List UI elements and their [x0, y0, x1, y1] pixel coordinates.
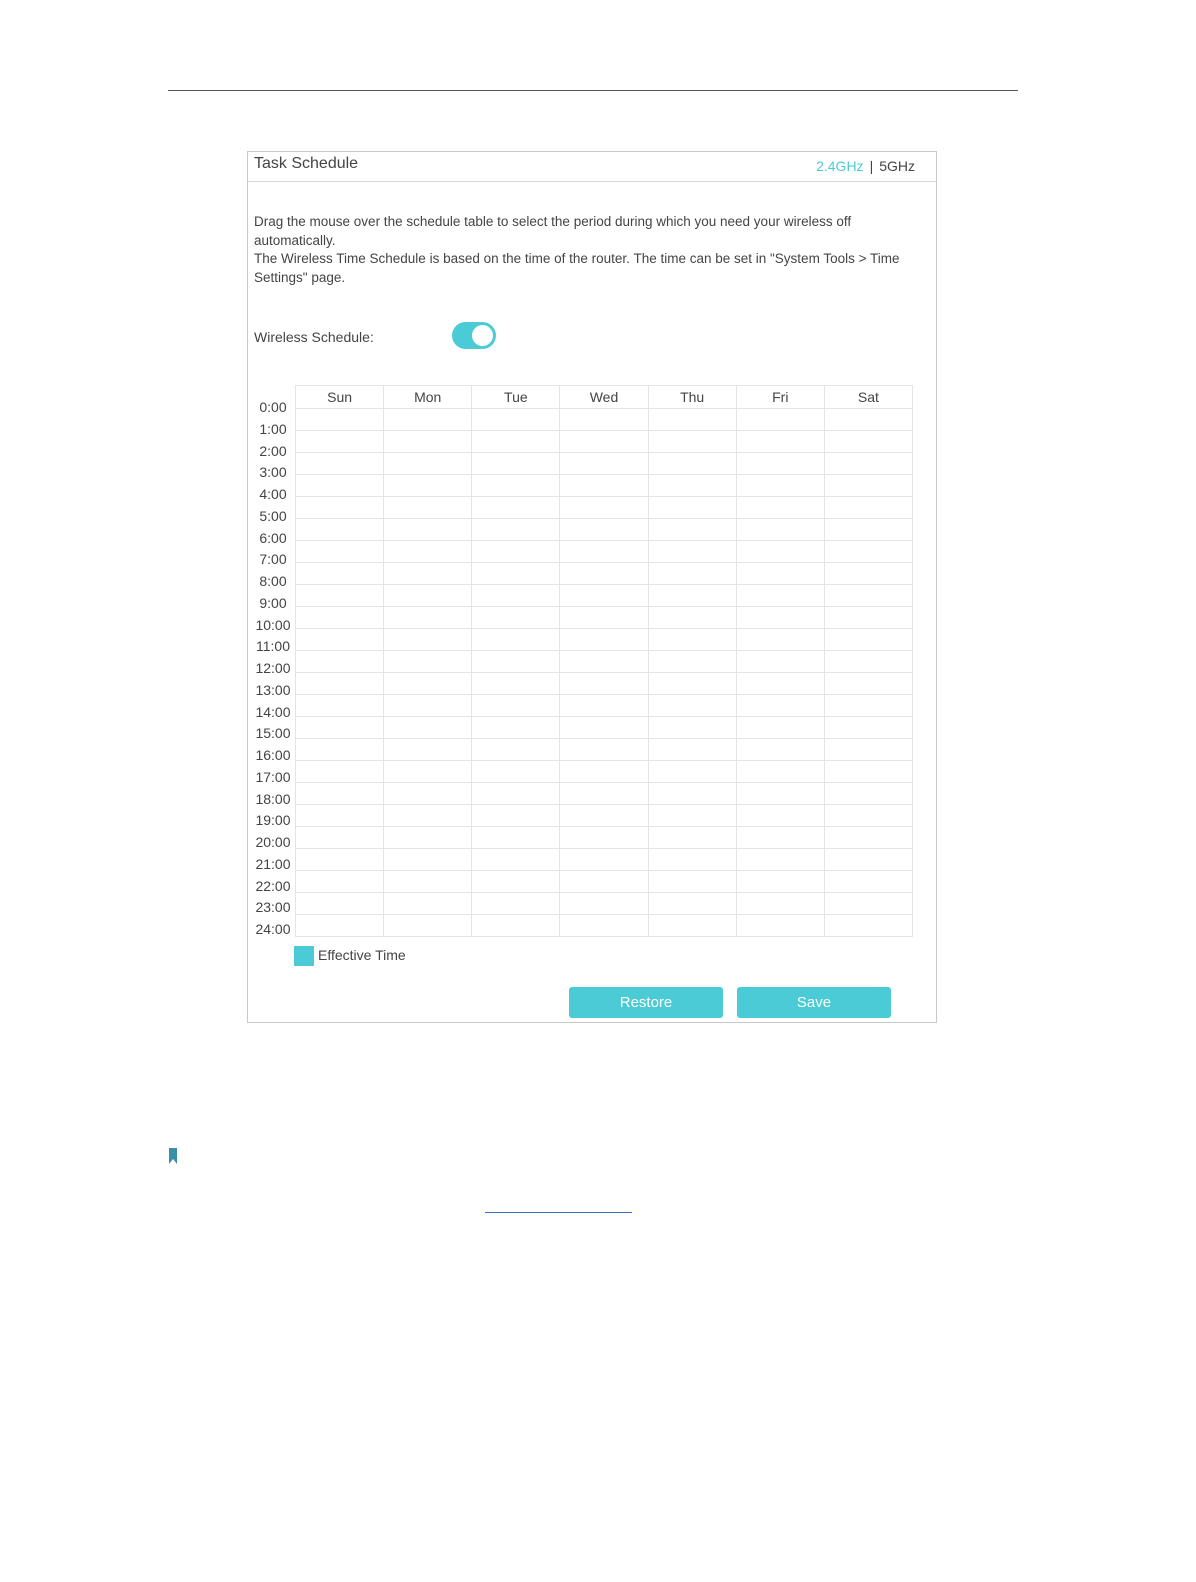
schedule-cell[interactable]: [472, 915, 560, 937]
schedule-cell[interactable]: [384, 409, 472, 431]
schedule-row: [296, 717, 913, 739]
schedule-cell[interactable]: [296, 915, 384, 937]
band-5ghz-tab[interactable]: 5GHz: [879, 158, 915, 174]
schedule-row: [296, 519, 913, 541]
schedule-cell[interactable]: [560, 607, 648, 629]
schedule-cell[interactable]: [296, 695, 384, 717]
day-header-thu: Thu: [648, 386, 736, 409]
schedule-cell[interactable]: [384, 475, 472, 497]
schedule-cell[interactable]: [736, 849, 824, 871]
schedule-cell[interactable]: [296, 783, 384, 805]
schedule-cell[interactable]: [648, 805, 736, 827]
hour-label: 13:00: [255, 681, 291, 698]
hour-label: 22:00: [255, 877, 291, 894]
schedule-cell[interactable]: [384, 563, 472, 585]
schedule-cell[interactable]: [648, 673, 736, 695]
schedule-cell[interactable]: [824, 563, 912, 585]
hour-label: 6:00: [259, 529, 287, 546]
schedule-cell[interactable]: [824, 651, 912, 673]
schedule-row: [296, 673, 913, 695]
hour-label: 8:00: [259, 573, 287, 589]
schedule-cell[interactable]: [648, 827, 736, 849]
schedule-cell[interactable]: [736, 739, 824, 761]
schedule-row: [296, 871, 913, 893]
schedule-cell[interactable]: [296, 629, 384, 651]
schedule-cell[interactable]: [560, 695, 648, 717]
schedule-cell[interactable]: [296, 475, 384, 497]
schedule-cell[interactable]: [560, 541, 648, 563]
schedule-cell[interactable]: [560, 651, 648, 673]
schedule-cell[interactable]: [648, 849, 736, 871]
schedule-cell[interactable]: [736, 761, 824, 783]
schedule-cell[interactable]: [384, 585, 472, 607]
hour-label: 16:00: [255, 747, 291, 763]
schedule-cell[interactable]: [824, 805, 912, 827]
schedule-row: [296, 607, 913, 629]
schedule-cell[interactable]: [296, 563, 384, 585]
schedule-cell[interactable]: [824, 673, 912, 695]
schedule-cell[interactable]: [824, 409, 912, 431]
schedule-cell[interactable]: [824, 717, 912, 739]
schedule-cell[interactable]: [472, 695, 560, 717]
schedule-cell[interactable]: [824, 475, 912, 497]
schedule-row: [296, 739, 913, 761]
schedule-row: [296, 827, 913, 849]
wireless-schedule-label: Wireless Schedule:: [254, 329, 374, 345]
schedule-row: [296, 431, 913, 453]
schedule-cell[interactable]: [736, 563, 824, 585]
schedule-cell[interactable]: [384, 739, 472, 761]
hour-label: 23:00: [255, 899, 291, 916]
schedule-cell[interactable]: [736, 607, 824, 629]
schedule-cell[interactable]: [736, 871, 824, 893]
schedule-cell[interactable]: [736, 629, 824, 651]
hour-label: 15:00: [255, 725, 291, 742]
schedule-cell[interactable]: [824, 585, 912, 607]
day-header-fri: Fri: [736, 386, 824, 409]
schedule-cell[interactable]: [824, 519, 912, 541]
schedule-cell[interactable]: [560, 915, 648, 937]
schedule-cell[interactable]: [384, 849, 472, 871]
schedule-cell[interactable]: [736, 783, 824, 805]
day-header-mon: Mon: [384, 386, 472, 409]
description-line-1: Drag the mouse over the schedule table to select the period during which you need your wireless off automatically.: [254, 214, 852, 248]
schedule-cell[interactable]: [648, 431, 736, 453]
schedule-row: [296, 409, 913, 431]
schedule-cell[interactable]: [560, 827, 648, 849]
schedule-cell[interactable]: [296, 673, 384, 695]
schedule-cell[interactable]: [472, 805, 560, 827]
schedule-grid: [295, 385, 913, 937]
schedule-row: [296, 629, 913, 651]
schedule-cell[interactable]: [296, 827, 384, 849]
schedule-cell[interactable]: [384, 783, 472, 805]
schedule-cell[interactable]: [472, 563, 560, 585]
schedule-cell[interactable]: [472, 431, 560, 453]
band-24ghz-tab[interactable]: 2.4GHz: [816, 158, 864, 174]
restore-button[interactable]: Restore: [569, 987, 723, 1018]
schedule-cell[interactable]: [648, 563, 736, 585]
schedule-cell[interactable]: [472, 893, 560, 915]
schedule-cell[interactable]: [560, 519, 648, 541]
schedule-cell[interactable]: [384, 871, 472, 893]
schedule-cell[interactable]: [472, 651, 560, 673]
schedule-cell[interactable]: [472, 783, 560, 805]
schedule-cell[interactable]: [472, 673, 560, 695]
schedule-cell[interactable]: [824, 541, 912, 563]
schedule-cell[interactable]: [472, 827, 560, 849]
bookmark-icon: [168, 1148, 178, 1164]
task-schedule-panel: [247, 151, 937, 1023]
schedule-cell[interactable]: [736, 827, 824, 849]
schedule-cell[interactable]: [824, 453, 912, 475]
schedule-cell[interactable]: [296, 585, 384, 607]
schedule-cell[interactable]: [472, 475, 560, 497]
schedule-cell[interactable]: [296, 519, 384, 541]
hour-label: 1:00: [259, 420, 287, 437]
schedule-cell[interactable]: [384, 805, 472, 827]
save-button[interactable]: Save: [737, 987, 891, 1018]
schedule-cell[interactable]: [736, 475, 824, 497]
schedule-cell[interactable]: [648, 541, 736, 563]
hour-label: 19:00: [255, 812, 291, 829]
hour-label: 21:00: [255, 855, 291, 872]
schedule-cell[interactable]: [824, 783, 912, 805]
schedule-row: [296, 915, 913, 937]
day-header-sun: Sun: [296, 386, 384, 409]
schedule-row: [296, 497, 913, 519]
schedule-cell[interactable]: [296, 893, 384, 915]
schedule-cell[interactable]: [472, 607, 560, 629]
schedule-cell[interactable]: [824, 761, 912, 783]
schedule-cell[interactable]: [736, 497, 824, 519]
schedule-row: [296, 805, 913, 827]
description-line-2: The Wireless Time Schedule is based on the time of the router. The time can be set in "System Tools > Time Settings" page.: [254, 251, 900, 285]
schedule-cell[interactable]: [560, 629, 648, 651]
schedule-cell[interactable]: [824, 849, 912, 871]
schedule-cell[interactable]: [384, 893, 472, 915]
schedule-cell[interactable]: [384, 453, 472, 475]
schedule-grid-body: [296, 409, 913, 937]
schedule-cell[interactable]: [472, 453, 560, 475]
schedule-cell[interactable]: [648, 761, 736, 783]
schedule-cell[interactable]: [296, 453, 384, 475]
schedule-cell[interactable]: [296, 849, 384, 871]
schedule-cell[interactable]: [560, 453, 648, 475]
day-header-wed: Wed: [560, 386, 648, 409]
schedule-cell[interactable]: [296, 431, 384, 453]
schedule-cell[interactable]: [736, 453, 824, 475]
schedule-cell[interactable]: [736, 915, 824, 937]
schedule-cell[interactable]: [824, 893, 912, 915]
schedule-cell[interactable]: [472, 585, 560, 607]
schedule-row: [296, 893, 913, 915]
schedule-cell[interactable]: [824, 629, 912, 651]
schedule-cell[interactable]: [824, 871, 912, 893]
schedule-row: [296, 783, 913, 805]
hour-label: 4:00: [259, 486, 287, 502]
schedule-cell[interactable]: [736, 673, 824, 695]
schedule-cell[interactable]: [736, 893, 824, 915]
schedule-cell[interactable]: [648, 871, 736, 893]
schedule-cell[interactable]: [736, 651, 824, 673]
hour-label: 7:00: [259, 551, 287, 568]
schedule-cell[interactable]: [560, 805, 648, 827]
schedule-cell[interactable]: [648, 739, 736, 761]
schedule-row: [296, 475, 913, 497]
hour-label: 17:00: [255, 768, 291, 785]
schedule-cell[interactable]: [296, 607, 384, 629]
schedule-cell[interactable]: [648, 717, 736, 739]
schedule-cell[interactable]: [560, 739, 648, 761]
toggle-knob: [472, 325, 493, 346]
schedule-cell[interactable]: [648, 893, 736, 915]
schedule-cell[interactable]: [384, 651, 472, 673]
schedule-cell[interactable]: [296, 497, 384, 519]
schedule-cell[interactable]: [560, 563, 648, 585]
schedule-cell[interactable]: [560, 871, 648, 893]
schedule-cell[interactable]: [824, 915, 912, 937]
hour-label: 9:00: [259, 594, 287, 611]
panel-header: [248, 152, 936, 182]
schedule-row: [296, 695, 913, 717]
schedule-cell[interactable]: [736, 585, 824, 607]
schedule-cell[interactable]: [384, 717, 472, 739]
schedule-cell[interactable]: [472, 519, 560, 541]
effective-time-swatch: [294, 946, 314, 966]
schedule-cell[interactable]: [472, 871, 560, 893]
schedule-cell[interactable]: [560, 475, 648, 497]
schedule-cell[interactable]: [736, 431, 824, 453]
schedule-cell[interactable]: [824, 827, 912, 849]
hour-label: 18:00: [255, 790, 291, 807]
schedule-cell[interactable]: [736, 695, 824, 717]
schedule-row: [296, 563, 913, 585]
schedule-cell[interactable]: [824, 431, 912, 453]
schedule-cell[interactable]: [384, 827, 472, 849]
hour-label: 5:00: [259, 507, 287, 524]
schedule-cell[interactable]: [472, 717, 560, 739]
schedule-row: [296, 541, 913, 563]
link-underline[interactable]: [485, 1212, 632, 1213]
schedule-row: [296, 453, 913, 475]
schedule-cell[interactable]: [648, 409, 736, 431]
schedule-cell[interactable]: [736, 541, 824, 563]
band-separator: |: [869, 158, 874, 174]
schedule-cell[interactable]: [384, 673, 472, 695]
schedule-row: [296, 761, 913, 783]
schedule-cell[interactable]: [384, 541, 472, 563]
schedule-cell[interactable]: [648, 695, 736, 717]
schedule-cell[interactable]: [472, 849, 560, 871]
hour-label: 11:00: [256, 638, 290, 655]
schedule-cell[interactable]: [560, 849, 648, 871]
schedule-cell[interactable]: [736, 409, 824, 431]
schedule-cell[interactable]: [648, 585, 736, 607]
schedule-row: [296, 585, 913, 607]
schedule-cell[interactable]: [472, 739, 560, 761]
hour-label: 3:00: [259, 464, 287, 481]
hour-label: 12:00: [255, 660, 291, 676]
schedule-cell[interactable]: [560, 783, 648, 805]
schedule-cell[interactable]: [296, 717, 384, 739]
schedule-cell[interactable]: [560, 585, 648, 607]
schedule-cell[interactable]: [296, 739, 384, 761]
schedule-cell[interactable]: [560, 761, 648, 783]
schedule-cell[interactable]: [560, 717, 648, 739]
schedule-cell[interactable]: [736, 519, 824, 541]
schedule-cell[interactable]: [384, 431, 472, 453]
schedule-cell[interactable]: [824, 607, 912, 629]
schedule-cell[interactable]: [472, 629, 560, 651]
schedule-cell[interactable]: [560, 673, 648, 695]
hour-label: 24:00: [255, 921, 291, 937]
day-header-sat: Sat: [824, 386, 912, 409]
day-header-tue: Tue: [472, 386, 560, 409]
schedule-cell[interactable]: [648, 783, 736, 805]
hour-label: 2:00: [259, 442, 287, 459]
schedule-cell[interactable]: [648, 607, 736, 629]
schedule-cell[interactable]: [648, 519, 736, 541]
schedule-cell[interactable]: [824, 739, 912, 761]
schedule-cell[interactable]: [648, 475, 736, 497]
hour-label: 14:00: [255, 703, 291, 720]
schedule-cell[interactable]: [736, 717, 824, 739]
schedule-cell[interactable]: [648, 915, 736, 937]
schedule-cell[interactable]: [384, 497, 472, 519]
schedule-cell[interactable]: [560, 431, 648, 453]
hour-label: 20:00: [255, 834, 291, 850]
schedule-cell[interactable]: [648, 651, 736, 673]
description: [254, 213, 924, 287]
hour-label: 10:00: [255, 616, 291, 633]
schedule-cell[interactable]: [384, 761, 472, 783]
schedule-cell[interactable]: [296, 409, 384, 431]
schedule-cell[interactable]: [384, 915, 472, 937]
page-header-rule: [168, 90, 1018, 91]
schedule-cell[interactable]: [296, 871, 384, 893]
wireless-schedule-toggle[interactable]: [452, 322, 496, 349]
schedule-row: [296, 849, 913, 871]
schedule-cell[interactable]: [824, 497, 912, 519]
schedule-cell[interactable]: [296, 541, 384, 563]
schedule-cell[interactable]: [824, 695, 912, 717]
schedule-cell[interactable]: [648, 629, 736, 651]
schedule-cell[interactable]: [560, 497, 648, 519]
schedule-cell[interactable]: [560, 893, 648, 915]
schedule-cell[interactable]: [472, 541, 560, 563]
schedule-cell[interactable]: [472, 761, 560, 783]
hour-label: 0:00: [259, 399, 287, 415]
schedule-cell[interactable]: [384, 629, 472, 651]
schedule-cell[interactable]: [648, 453, 736, 475]
panel-title: Task Schedule: [254, 155, 359, 172]
day-header-row: [296, 386, 913, 409]
schedule-cell[interactable]: [384, 695, 472, 717]
schedule-cell[interactable]: [296, 651, 384, 673]
schedule-cell[interactable]: [384, 607, 472, 629]
schedule-cell[interactable]: [384, 519, 472, 541]
band-switch: [816, 158, 915, 174]
schedule-row: [296, 651, 913, 673]
schedule-cell[interactable]: [736, 805, 824, 827]
schedule-cell[interactable]: [560, 409, 648, 431]
schedule-cell[interactable]: [472, 497, 560, 519]
schedule-cell[interactable]: [648, 497, 736, 519]
schedule-cell[interactable]: [296, 761, 384, 783]
schedule-cell[interactable]: [296, 805, 384, 827]
effective-time-label: Effective Time: [318, 947, 406, 963]
schedule-cell[interactable]: [472, 409, 560, 431]
